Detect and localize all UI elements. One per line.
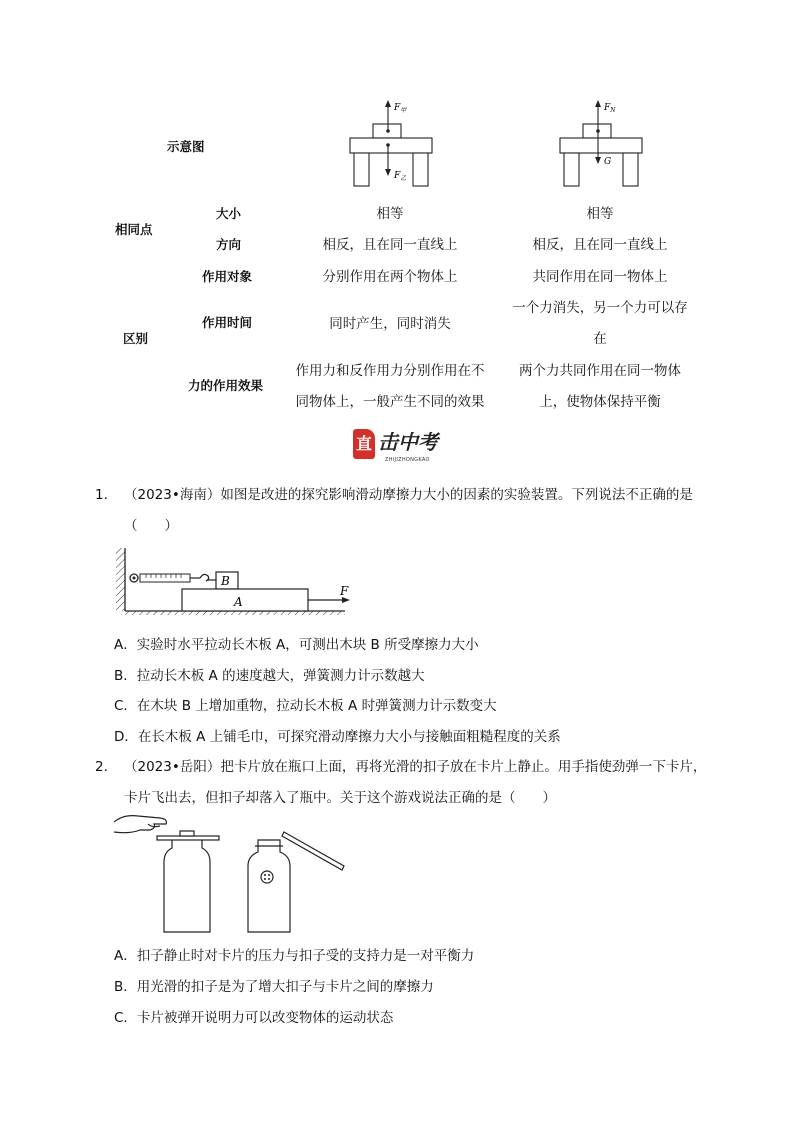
force-label-top: F bbox=[394, 103, 401, 113]
cell-direction-right: 相反，且在同一直线上 bbox=[532, 237, 668, 253]
board-a-label: A bbox=[234, 595, 243, 609]
interaction-force-diagram bbox=[340, 98, 440, 190]
cell-time-right-line1: 一个力消失，另一个力可以存 bbox=[512, 300, 688, 316]
cell-effect-right-line1: 两个力共同作用在同一物体 bbox=[519, 363, 681, 379]
option-d: D．在长木板 A 上铺毛巾，可探究滑动摩擦力大小与接触面粗糙程度的关系 bbox=[114, 729, 561, 745]
cell-size-left: 相等 bbox=[376, 206, 404, 222]
friction-experiment-figure bbox=[112, 543, 362, 615]
group-label-diff: 区别 bbox=[123, 331, 149, 346]
attr-direction: 方向 bbox=[216, 237, 242, 252]
row-label-schematic: 示意图 bbox=[167, 139, 205, 154]
force-label-n: F bbox=[604, 103, 611, 113]
balanced-force-diagram bbox=[550, 98, 650, 190]
question-stem-line1: （2023•岳阳）把卡片放在瓶口上面，再将光滑的扣子放在卡片上静止。用手指使劲弹一下卡片， bbox=[124, 759, 707, 775]
logo-mark: 直 bbox=[353, 429, 375, 459]
cell-effect-left-line1: 作用力和反作用力分别作用在不 bbox=[295, 363, 485, 379]
option-c: C．卡片被弹开说明力可以改变物体的运动状态 bbox=[114, 1010, 394, 1026]
attr-size: 大小 bbox=[216, 206, 242, 221]
question-stem-line1: （2023•海南）如图是改进的探究影响滑动摩擦力大小的因素的实验装置。下列说法不正确的是 bbox=[124, 487, 693, 503]
cell-direction-left: 相反，且在同一直线上 bbox=[322, 237, 458, 253]
question-number: 1. bbox=[95, 487, 108, 503]
group-label-same: 相同点 bbox=[115, 222, 153, 237]
logo-text: 击中考 bbox=[378, 430, 438, 454]
logo-subtext: ZHIJIZHONGKAO bbox=[385, 457, 430, 463]
question-stem-line2: （ ） bbox=[124, 518, 178, 534]
force-label-g: G bbox=[604, 157, 612, 167]
option-a: A．扣子静止时对卡片的压力与扣子受的支持力是一对平衡力 bbox=[114, 948, 475, 964]
option-b: B．拉动长木板 A 的速度越大，弹簧测力计示数越大 bbox=[114, 668, 425, 684]
zhijizhongkao-logo bbox=[353, 428, 443, 468]
svg-text:FN: $F_N$ bbox=[604, 103, 616, 114]
option-b: B．用光滑的扣子是为了增大扣子与卡片之间的摩擦力 bbox=[114, 979, 434, 995]
cell-object-right: 共同作用在同一物体上 bbox=[532, 269, 668, 285]
cell-time-right-line2: 在 bbox=[593, 331, 607, 347]
svg-text:F甲: $F_甲$ bbox=[394, 103, 407, 114]
attr-object: 作用对象 bbox=[202, 269, 253, 284]
force-label-bottom: F bbox=[394, 171, 401, 181]
option-c: C．在木块 B 上增加重物，拉动长木板 A 时弹簧测力计示数变大 bbox=[114, 698, 497, 714]
cell-effect-right-line2: 上，使物体保持平衡 bbox=[539, 394, 661, 410]
cell-size-right: 相等 bbox=[586, 206, 614, 222]
question-number: 2. bbox=[95, 759, 108, 775]
block-b-label: B bbox=[221, 574, 230, 588]
attr-effect: 力的作用效果 bbox=[188, 378, 264, 393]
cell-effect-left-line2: 同物体上，一般产生不同的效果 bbox=[295, 394, 485, 410]
question-stem-line2: 卡片飞出去，但扣子却落入了瓶中。关于这个游戏说法正确的是（ ） bbox=[124, 790, 556, 806]
card-button-bottle-figure bbox=[112, 810, 352, 938]
cell-object-left: 分别作用在两个物体上 bbox=[322, 269, 458, 285]
attr-time: 作用时间 bbox=[202, 315, 253, 330]
force-f-label: F bbox=[340, 584, 349, 598]
cell-time-left: 同时产生，同时消失 bbox=[329, 316, 451, 332]
option-a: A．实验时水平拉动长木板 A，可测出木块 B 所受摩擦力大小 bbox=[114, 637, 479, 653]
svg-text:F乙: $F_乙$ bbox=[394, 171, 407, 182]
